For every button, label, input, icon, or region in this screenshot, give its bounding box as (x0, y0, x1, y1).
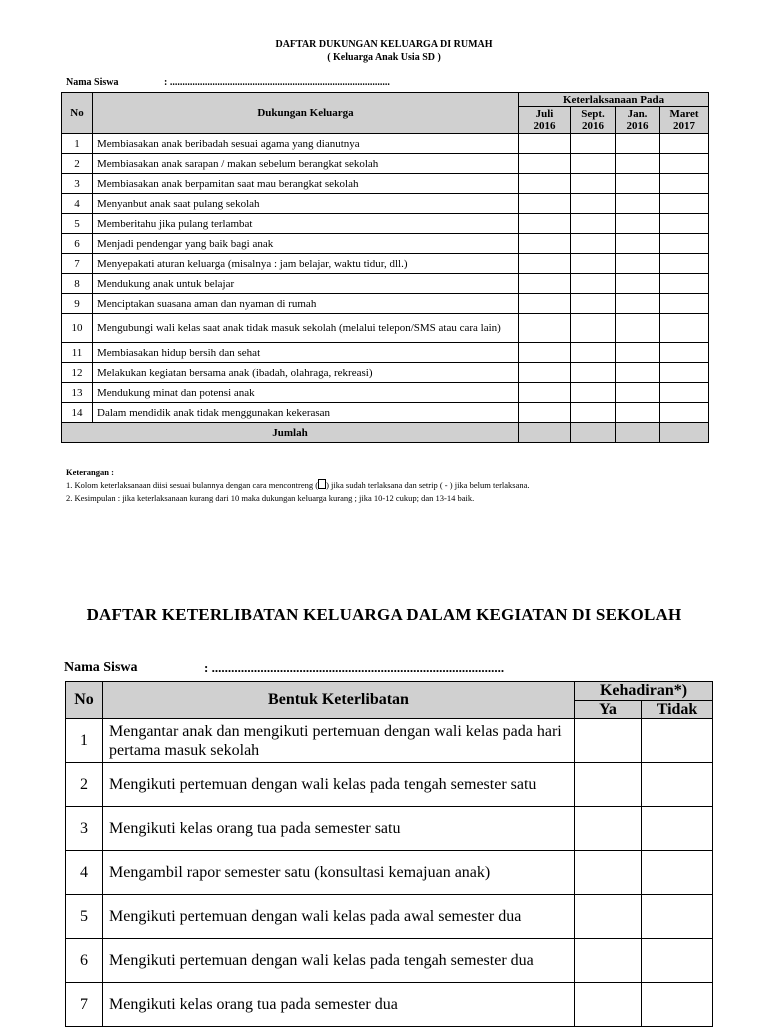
check-cell[interactable] (571, 254, 616, 274)
check-cell[interactable] (660, 274, 709, 294)
column-header-no: No (62, 93, 93, 134)
table-row (62, 254, 709, 274)
check-cell[interactable] (571, 383, 616, 403)
column-header-involvement: Bentuk Keterlibatan (103, 682, 575, 719)
check-cell[interactable] (660, 234, 709, 254)
column-group-attendance: Kehadiran*) (575, 682, 713, 701)
attendance-no-cell[interactable] (642, 807, 713, 851)
support-item-text: Memberitahu jika pulang terlambat (93, 214, 519, 234)
table-row (62, 343, 709, 363)
row-number: 3 (66, 807, 103, 851)
table-row (66, 719, 713, 763)
student-name-field-2[interactable]: : .......................................................................................... (204, 660, 505, 675)
check-cell[interactable] (660, 383, 709, 403)
row-number: 10 (62, 314, 93, 343)
row-number: 6 (62, 234, 93, 254)
table-row (66, 851, 713, 895)
check-cell[interactable] (660, 174, 709, 194)
column-header-period (616, 107, 660, 134)
check-cell[interactable] (519, 343, 571, 363)
table-row (62, 314, 709, 343)
support-item-text: Membiasakan anak beribadah sesuai agama yang dianutnya (93, 134, 519, 154)
check-cell[interactable] (519, 174, 571, 194)
check-cell[interactable] (571, 214, 616, 234)
check-cell[interactable] (660, 294, 709, 314)
row-number: 14 (62, 403, 93, 423)
student-name-label-2: Nama Siswa (64, 660, 138, 675)
check-cell[interactable] (616, 274, 660, 294)
check-cell[interactable] (519, 363, 571, 383)
row-number: 7 (66, 983, 103, 1027)
check-cell[interactable] (519, 194, 571, 214)
row-number: 7 (62, 254, 93, 274)
table-row (66, 763, 713, 807)
table-row (62, 194, 709, 214)
check-cell[interactable] (519, 403, 571, 423)
support-item-text: Melakukan kegiatan bersama anak (ibadah, olahraga, rekreasi) (93, 363, 519, 383)
check-cell[interactable] (660, 134, 709, 154)
total-cell[interactable] (616, 423, 660, 443)
table-row (62, 154, 709, 174)
row-number: 4 (66, 851, 103, 895)
check-cell[interactable] (519, 234, 571, 254)
involvement-item-text: Mengikuti kelas orang tua pada semester dua (103, 983, 575, 1027)
row-number: 1 (66, 719, 103, 763)
note-2: 2. Kesimpulan : jika keterlaksanaan kurang dari 10 maka dukungan keluarga kurang ; jika 10-12 cukup; dan 13-14 baik. (66, 493, 475, 503)
check-cell[interactable] (571, 234, 616, 254)
check-cell[interactable] (616, 214, 660, 234)
table-row (62, 294, 709, 314)
support-item-text: Membiasakan hidup bersih dan sehat (93, 343, 519, 363)
total-row (62, 423, 709, 443)
check-cell[interactable] (660, 254, 709, 274)
column-header-support: Dukungan Keluarga (93, 93, 519, 134)
attendance-yes-cell[interactable] (575, 807, 642, 851)
column-header-period (571, 107, 616, 134)
attendance-no-cell[interactable] (642, 895, 713, 939)
row-number: 2 (62, 154, 93, 174)
check-cell[interactable] (571, 314, 616, 343)
period-month: Maret (669, 108, 699, 120)
column-header-no-attend: Tidak (642, 701, 713, 719)
check-cell[interactable] (571, 363, 616, 383)
attendance-yes-cell[interactable] (575, 851, 642, 895)
attendance-yes-cell[interactable] (575, 719, 642, 763)
period-month: Juli (535, 108, 554, 120)
row-number: 11 (62, 343, 93, 363)
check-cell[interactable] (616, 294, 660, 314)
check-cell[interactable] (519, 274, 571, 294)
check-cell[interactable] (660, 363, 709, 383)
total-cell[interactable] (660, 423, 709, 443)
check-cell[interactable] (519, 314, 571, 343)
check-cell[interactable] (571, 174, 616, 194)
row-number: 9 (62, 294, 93, 314)
row-number: 1 (62, 134, 93, 154)
total-cell[interactable] (571, 423, 616, 443)
involvement-item-text: Mengikuti pertemuan dengan wali kelas pada tengah semester satu (103, 763, 575, 807)
involvement-item-text: Mengikuti kelas orang tua pada semester satu (103, 807, 575, 851)
table-row (66, 807, 713, 851)
table-row (62, 214, 709, 234)
check-cell[interactable] (616, 234, 660, 254)
check-cell[interactable] (616, 363, 660, 383)
row-number: 13 (62, 383, 93, 403)
column-header-no-2: No (66, 682, 103, 719)
check-cell[interactable] (616, 174, 660, 194)
attendance-no-cell[interactable] (642, 983, 713, 1027)
involvement-item-text: Mengikuti pertemuan dengan wali kelas pada tengah semester dua (103, 939, 575, 983)
total-cell[interactable] (519, 423, 571, 443)
table-row (62, 234, 709, 254)
check-cell[interactable] (660, 194, 709, 214)
check-cell[interactable] (571, 274, 616, 294)
support-item-text: Dalam mendidik anak tidak menggunakan kekerasan (93, 403, 519, 423)
check-cell[interactable] (616, 343, 660, 363)
check-cell[interactable] (571, 194, 616, 214)
period-month: Sept. (581, 108, 605, 120)
support-item-text: Mengubungi wali kelas saat anak tidak masuk sekolah (melalui telepon/SMS atau cara lain) (93, 314, 519, 343)
row-number: 8 (62, 274, 93, 294)
check-cell[interactable] (660, 343, 709, 363)
table-row (66, 895, 713, 939)
check-cell[interactable] (616, 383, 660, 403)
student-name-label: Nama Siswa (66, 77, 119, 88)
row-number: 2 (66, 763, 103, 807)
check-cell[interactable] (571, 294, 616, 314)
attendance-no-cell[interactable] (642, 763, 713, 807)
row-number: 5 (62, 214, 93, 234)
support-item-text: Membiasakan anak berpamitan saat mau berangkat sekolah (93, 174, 519, 194)
support-item-text: Mendukung anak untuk belajar (93, 274, 519, 294)
support-item-text: Menyepakati aturan keluarga (misalnya : jam belajar, waktu tidur, dll.) (93, 254, 519, 274)
table-row (62, 134, 709, 154)
table-row (66, 983, 713, 1027)
table-row (62, 363, 709, 383)
check-cell[interactable] (616, 194, 660, 214)
check-cell[interactable] (660, 214, 709, 234)
table-row (62, 383, 709, 403)
note-1-part-a: 1. Kolom keterlaksanaan diisi sesuai bulannya dengan cara mencontreng ( (66, 480, 319, 490)
family-involvement-table (65, 681, 713, 1027)
check-cell[interactable] (571, 403, 616, 423)
check-cell[interactable] (660, 154, 709, 174)
attendance-no-cell[interactable] (642, 719, 713, 763)
support-item-text: Menyanbut anak saat pulang sekolah (93, 194, 519, 214)
period-year: 2017 (673, 120, 696, 132)
check-cell[interactable] (519, 383, 571, 403)
column-header-period (519, 107, 571, 134)
row-number: 12 (62, 363, 93, 383)
total-label: Jumlah (62, 423, 519, 443)
family-support-subtitle: ( Keluarga Anak Usia SD ) (327, 52, 441, 63)
student-name-row-2 (64, 660, 505, 676)
involvement-item-text: Mengikuti pertemuan dengan wali kelas pada awal semester dua (103, 895, 575, 939)
attendance-no-cell[interactable] (642, 939, 713, 983)
check-cell[interactable] (519, 134, 571, 154)
student-name-field[interactable]: : ........................................................................................ (164, 77, 390, 88)
period-year: 2016 (582, 120, 604, 132)
support-item-text: Membiasakan anak sarapan / makan sebelum berangkat sekolah (93, 154, 519, 174)
period-year: 2016 (533, 120, 556, 132)
row-number: 6 (66, 939, 103, 983)
check-cell[interactable] (616, 403, 660, 423)
period-month: Jan. (627, 108, 648, 120)
attendance-yes-cell[interactable] (575, 895, 642, 939)
column-header-yes: Ya (575, 701, 642, 719)
period-year: 2016 (626, 120, 649, 132)
check-cell[interactable] (571, 134, 616, 154)
family-support-table (61, 92, 709, 443)
column-group-implementation: Keterlaksanaan Pada (519, 93, 709, 107)
notes-heading: Keterangan : (66, 467, 114, 477)
support-item-text: Mendukung minat dan potensi anak (93, 383, 519, 403)
check-cell[interactable] (519, 294, 571, 314)
row-number: 5 (66, 895, 103, 939)
table-row (62, 174, 709, 194)
attendance-no-cell[interactable] (642, 851, 713, 895)
attendance-yes-cell[interactable] (575, 983, 642, 1027)
check-cell[interactable] (660, 403, 709, 423)
check-cell[interactable] (519, 214, 571, 234)
checkmark-box-icon (318, 479, 326, 489)
check-cell[interactable] (519, 154, 571, 174)
attendance-yes-cell[interactable] (575, 763, 642, 807)
check-cell[interactable] (616, 134, 660, 154)
support-item-text: Menciptakan suasana aman dan nyaman di rumah (93, 294, 519, 314)
check-cell[interactable] (571, 343, 616, 363)
check-cell[interactable] (660, 314, 709, 343)
check-cell[interactable] (616, 254, 660, 274)
note-1-part-b: ) jika sudah terlaksana dan setrip ( - ) jika belum terlaksana. (326, 480, 530, 490)
involvement-item-text: Mengantar anak dan mengikuti pertemuan dengan wali kelas pada hari pertama masuk sekolah (103, 719, 575, 763)
check-cell[interactable] (571, 154, 616, 174)
check-cell[interactable] (616, 314, 660, 343)
check-cell[interactable] (616, 154, 660, 174)
table-row (62, 403, 709, 423)
notes-block (66, 466, 530, 505)
table-row (62, 274, 709, 294)
row-number: 3 (62, 174, 93, 194)
column-header-period (660, 107, 709, 134)
note-1 (66, 479, 530, 492)
involvement-item-text: Mengambil rapor semester satu (konsultasi kemajuan anak) (103, 851, 575, 895)
support-item-text: Menjadi pendengar yang baik bagi anak (93, 234, 519, 254)
attendance-yes-cell[interactable] (575, 939, 642, 983)
row-number: 4 (62, 194, 93, 214)
family-support-title: DAFTAR DUKUNGAN KELUARGA DI RUMAH (275, 39, 493, 50)
family-involvement-title: DAFTAR KETERLIBATAN KELUARGA DALAM KEGIATAN DI SEKOLAH (86, 605, 682, 624)
check-cell[interactable] (519, 254, 571, 274)
table-row (66, 939, 713, 983)
student-name-row (66, 77, 390, 88)
